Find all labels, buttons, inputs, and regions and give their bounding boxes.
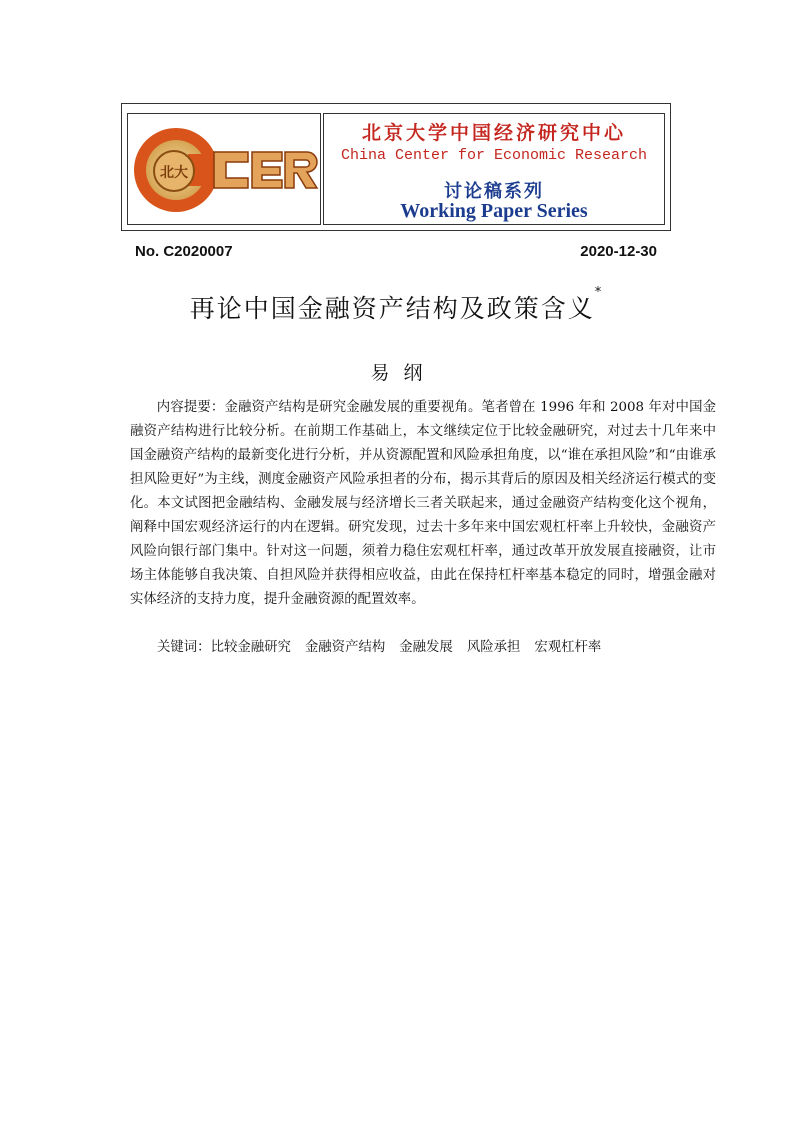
- logo-letter-e: [252, 152, 282, 188]
- abstract-text: 金融资产结构是研究金融发展的重要视角。笔者曾在 1996 年和 2008 年对中国金融资产结构进行比较分析。在前期工作基础上，本文继续定位于比较金融研究，对过去十几年来中国金融资产结构的最新变化进行分析，并从资源配置和风险承担角度，以“谁在承担风险”和“由谁承担风险更好”为主线，测度金融资产风险承担者的分布，揭示其背后的原因及相关经济运行模式的变化。本文试图把金融结构、金融发展与经济增长三者关联起来，通过金融资产结构变化这个视角，阐释中国宏观经济运行的内在逻辑。研究发现，过去十多年来中国宏观杠杆率上升较快，金融资产风险向银行部门集中。针对这一问题，须着力稳住宏观杠杆率，通过改革开放发展直接融资，让市场主体能够自我决策、自担风险并获得相应收益，由此在保持杠杆率基本稳定的同时，增强金融对实体经济的支持力度，提升金融资源的配置效率。: [130, 400, 716, 607]
- keyword-item: 金融发展: [399, 640, 453, 655]
- institution-name-cn: 北京大学中国经济研究中心: [361, 122, 626, 144]
- ccer-logo: [127, 113, 321, 225]
- paper-number: No. C2020007: [135, 243, 233, 260]
- keyword-item: 比较金融研究: [210, 640, 291, 655]
- abstract: [130, 396, 716, 612]
- logo-letter-r: [285, 152, 317, 188]
- logo-letter-c2: [214, 152, 248, 188]
- ccer-logo-graphic: [128, 114, 320, 224]
- author-given-name: 纲: [403, 362, 423, 384]
- series-name-en: Working Paper Series: [400, 200, 588, 222]
- author: [0, 358, 793, 385]
- keywords-label: 关键词：: [157, 640, 211, 655]
- paper-date: 2020-12-30: [580, 243, 657, 260]
- series-name-cn: 讨论稿系列: [444, 181, 544, 202]
- abstract-label: 内容提要：: [156, 400, 225, 415]
- institution-name-en: China Center for Economic Research: [340, 147, 648, 164]
- paper-title: [0, 285, 793, 325]
- title-footnote-mark: *: [594, 285, 604, 300]
- keyword-item: 金融资产结构: [304, 640, 386, 655]
- keyword-item: 风险承担: [466, 640, 521, 655]
- keywords: [130, 636, 716, 660]
- paper-title-text: 再论中国金融资产结构及政策含义: [189, 294, 595, 323]
- logo-text: CCER: [128, 114, 132, 115]
- keyword-item: 宏观杠杆率: [534, 640, 602, 655]
- author-surname: 易: [370, 362, 390, 384]
- working-paper-header: [121, 103, 671, 231]
- logo-seal-text: 北大: [160, 165, 188, 181]
- series-title-box: [323, 113, 665, 225]
